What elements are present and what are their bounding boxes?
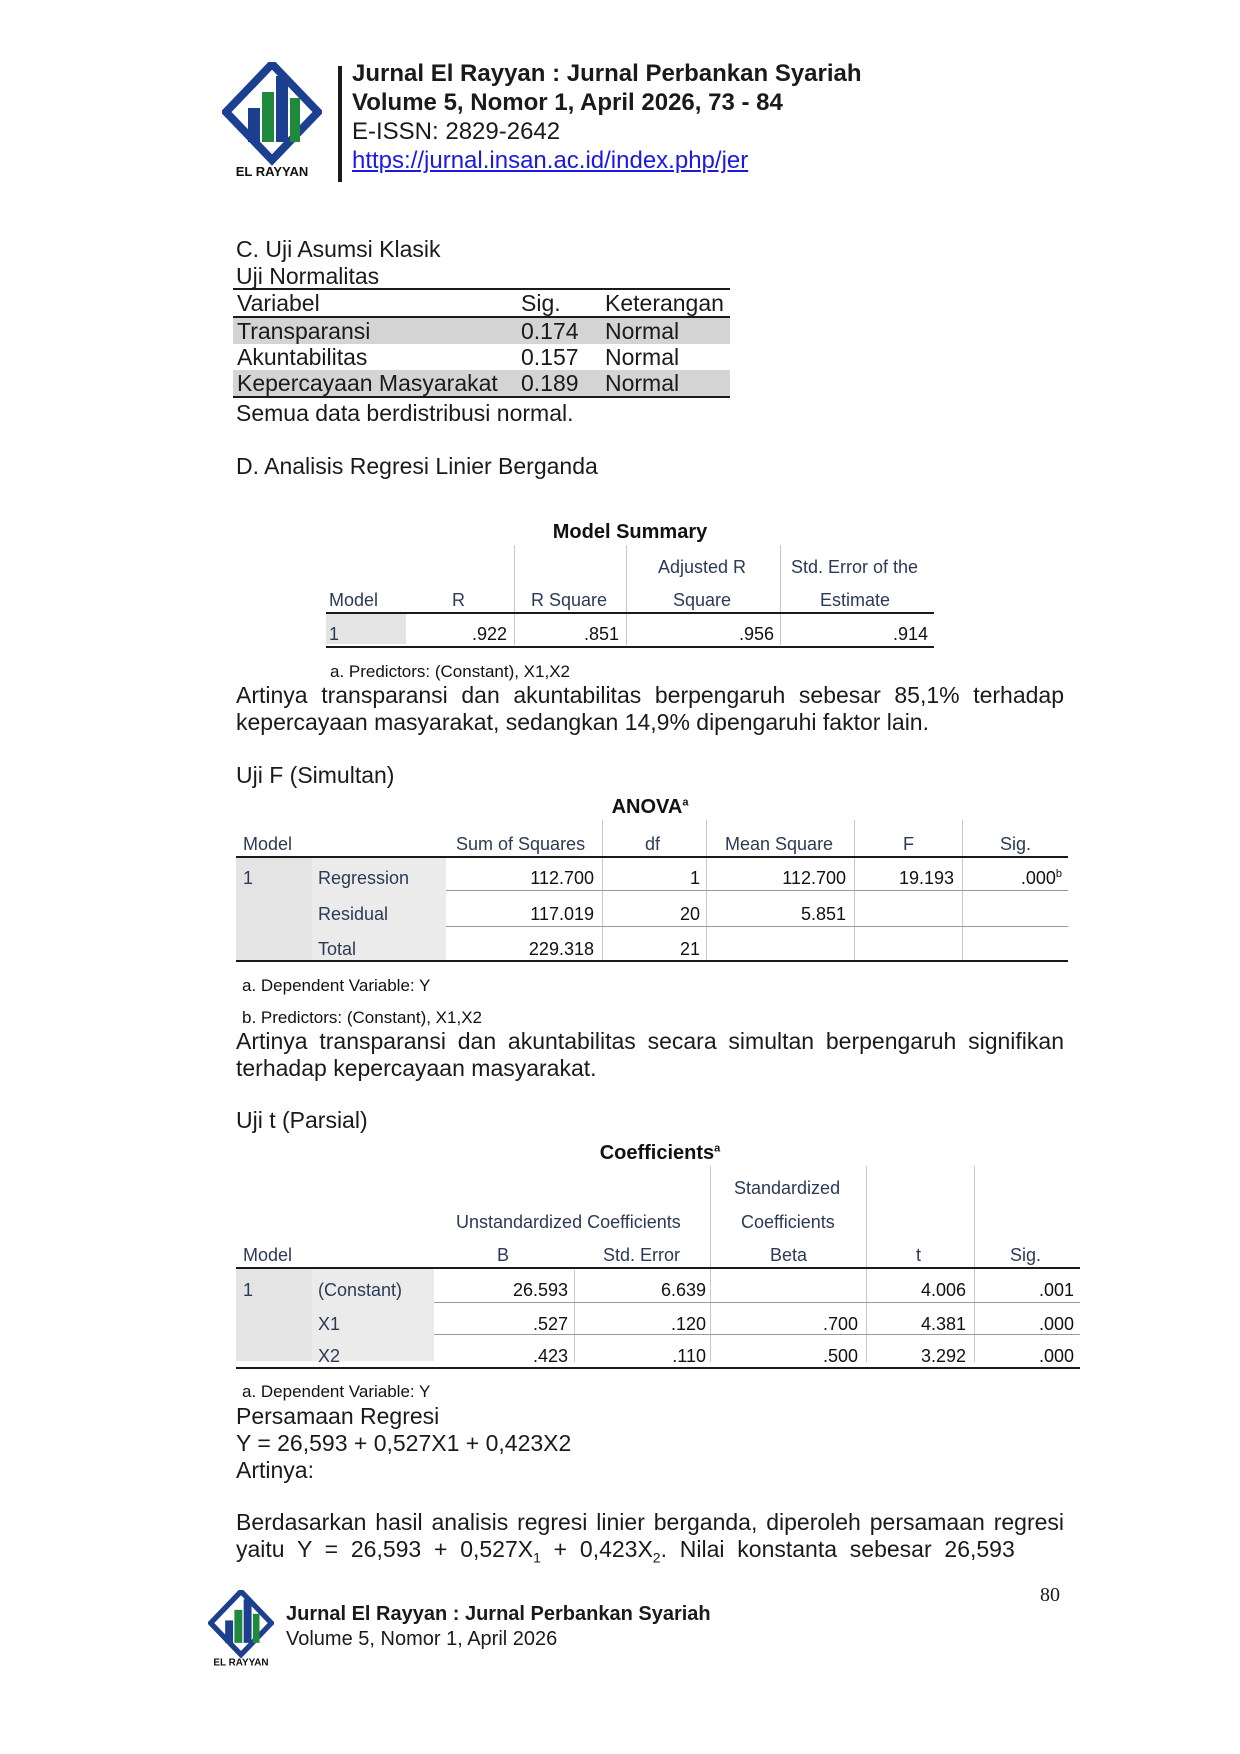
row-rule — [446, 890, 1068, 891]
subscript-2: 2 — [652, 1549, 661, 1566]
rule — [236, 960, 1068, 962]
row-label-x1: X1 — [318, 1314, 341, 1334]
cell-sig-sup: b — [1055, 868, 1062, 880]
cell-b: .423 — [532, 1346, 568, 1366]
cell-sig: 0.174 — [521, 318, 579, 344]
header-r: R — [452, 590, 465, 610]
coefficients-title-text: Coefficients — [599, 1142, 715, 1164]
header-std-err: Std. Error of the — [791, 557, 919, 577]
cell-ss: 112.700 — [530, 868, 594, 888]
header-adj-r-2: Square — [673, 590, 732, 610]
header-df: df — [645, 834, 661, 854]
header-adj-r: Adjusted R — [658, 557, 747, 577]
footer-logo-text: EL RAYYAN — [213, 1657, 269, 1668]
col-divider — [710, 1166, 711, 1362]
row-rule — [434, 1302, 1080, 1303]
model-summary-title: Model Summary — [552, 521, 708, 543]
cell-se: .120 — [670, 1314, 706, 1334]
line2-part-b: + 0,423X — [540, 1536, 653, 1562]
cell-keterangan: Normal — [605, 344, 680, 370]
cell-se: 6.639 — [660, 1280, 706, 1300]
equation-formula: Y = 26,593 + 0,527X1 + 0,423X2 — [236, 1430, 572, 1456]
header-b: B — [497, 1245, 510, 1265]
cell-sig: .001 — [1038, 1280, 1074, 1300]
cell-std-err: .914 — [892, 624, 928, 644]
cell-keterangan: Normal — [605, 370, 680, 396]
cell-b: 26.593 — [512, 1280, 568, 1300]
cell-b: .527 — [532, 1314, 568, 1334]
coefficients-title-sup: a — [714, 1142, 721, 1155]
header-divider — [338, 66, 342, 182]
journal-volume: Volume 5, Nomor 1, April 2026, 73 - 84 — [352, 89, 783, 116]
col-divider — [626, 545, 627, 645]
cell-model: 1 — [243, 868, 254, 888]
cell-sig: .000 — [1038, 1314, 1074, 1334]
subscript-1: 1 — [533, 1549, 541, 1566]
paragraph-conclusion-line1: Berdasarkan hasil analisis regresi linier berganda, diperoleh persamaan regresi — [236, 1509, 1064, 1535]
normality-header-row — [233, 289, 730, 317]
cell-t: 4.006 — [920, 1280, 966, 1300]
header-f: F — [903, 834, 914, 854]
journal-logo — [222, 62, 322, 180]
cell-sig — [1021, 868, 1062, 889]
header-model: Model — [243, 1245, 293, 1265]
header-unstandardized: Unstandardized Coefficients — [456, 1212, 681, 1232]
header-sig: Sig. — [1010, 1245, 1042, 1265]
cell-df: 1 — [689, 868, 700, 888]
page-number: 80 — [1040, 1584, 1060, 1606]
anova-footnote-b: b. Predictors: (Constant), X1,X2 — [242, 1008, 482, 1027]
uji-f-heading: Uji F (Simultan) — [236, 762, 395, 788]
row-label-constant: (Constant) — [318, 1280, 403, 1300]
header-ss: Sum of Squares — [456, 834, 586, 854]
row-label-total: Total — [318, 939, 357, 959]
header-beta: Beta — [770, 1245, 808, 1265]
col-divider — [780, 545, 781, 645]
cell-ms: 5.851 — [800, 904, 846, 924]
normality-note: Semua data berdistribusi normal. — [236, 400, 574, 426]
cell-model: 1 — [243, 1280, 254, 1300]
paragraph-uji-f: Artinya transparansi dan akuntabilitas secara simultan berpengaruh signifikan terhadap kepercayaan masyarakat. — [236, 1028, 1064, 1081]
cell-beta: .700 — [822, 1314, 858, 1334]
header-sig: Sig. — [1000, 834, 1032, 854]
col-divider — [574, 1270, 575, 1362]
anova-footnote-a: a. Dependent Variable: Y — [242, 976, 431, 995]
paragraph-conclusion-line2 — [236, 1536, 1064, 1572]
cell-keterangan: Normal — [605, 318, 680, 344]
coefficients-footnote: a. Dependent Variable: Y — [242, 1382, 431, 1401]
cell-se: .110 — [672, 1346, 706, 1366]
anova-title-sup: a — [682, 796, 689, 809]
equation-heading: Persamaan Regresi — [236, 1403, 440, 1429]
section-d-heading: D. Analisis Regresi Linier Berganda — [236, 453, 598, 479]
cell-sig: 0.157 — [521, 344, 579, 370]
footer-logo — [208, 1590, 274, 1668]
line2-part-a: yaitu Y = 26,593 + 0,527X — [236, 1536, 534, 1562]
col-divider — [866, 1166, 867, 1362]
cell-r: .922 — [471, 624, 507, 644]
cell-ss: 117.019 — [530, 904, 594, 924]
col-sig: Sig. — [521, 290, 561, 316]
cell-sig-value: .000 — [1020, 868, 1056, 888]
journal-url-link[interactable]: https://jurnal.insan.ac.id/index.php/jer — [352, 147, 749, 174]
cell-variabel: Akuntabilitas — [237, 344, 368, 370]
cell-ms: 112.700 — [782, 868, 846, 888]
row-label-regression: Regression — [318, 868, 410, 888]
header-standardized: Standardized — [734, 1178, 841, 1198]
cell-beta: .500 — [822, 1346, 858, 1366]
cell-model: 1 — [329, 624, 340, 644]
header-r-square: R Square — [531, 590, 608, 610]
footer-journal: Jurnal El Rayyan : Jurnal Perbankan Syariah — [286, 1603, 711, 1625]
table-row — [233, 344, 730, 370]
line2-part-c: . Nilai konstanta sebesar 26,593 — [660, 1536, 1015, 1562]
journal-issn: E-ISSN: 2829-2642 — [352, 118, 561, 145]
rule — [236, 1367, 1080, 1369]
rule — [326, 646, 934, 648]
cell-r-square: .851 — [583, 624, 619, 644]
journal-title: Jurnal El Rayyan : Jurnal Perbankan Syariah — [352, 60, 862, 87]
col-variabel: Variabel — [237, 290, 320, 316]
section-c-heading: C. Uji Asumsi Klasik — [236, 236, 441, 262]
anova-title — [560, 796, 740, 819]
cell-df: 20 — [679, 904, 700, 924]
cell-t: 4.381 — [920, 1314, 966, 1334]
uji-t-heading: Uji t (Parsial) — [236, 1107, 368, 1133]
table-row — [233, 370, 730, 397]
cell-f: 19.193 — [898, 868, 954, 888]
cell-variabel: Kepercayaan Masyarakat — [237, 370, 498, 396]
col-divider — [974, 1166, 975, 1362]
header-model: Model — [329, 590, 379, 610]
normality-table — [233, 288, 730, 398]
header-std-error: Std. Error — [603, 1245, 681, 1265]
footer-volume: Volume 5, Nomor 1, April 2026 — [286, 1628, 558, 1650]
header-standardized-2: Coefficients — [741, 1212, 835, 1232]
table-row — [233, 317, 730, 344]
normality-subheading: Uji Normalitas — [236, 263, 380, 289]
col-divider — [514, 545, 515, 645]
logo-text: EL RAYYAN — [235, 164, 309, 179]
coefficients-title — [560, 1142, 760, 1165]
cell-sig: .000 — [1038, 1346, 1074, 1366]
rule — [326, 612, 934, 614]
artinya-label: Artinya: — [236, 1457, 314, 1483]
row-rule — [446, 926, 1068, 927]
row-label-residual: Residual — [318, 904, 389, 924]
model-summary-footnote: a. Predictors: (Constant), X1,X2 — [330, 662, 570, 681]
header-ms: Mean Square — [725, 834, 834, 854]
cell-df: 21 — [679, 939, 700, 959]
cell-t: 3.292 — [920, 1346, 966, 1366]
header-t: t — [916, 1245, 922, 1265]
paragraph-r-square: Artinya transparansi dan akuntabilitas berpengaruh sebesar 85,1% terhadap kepercayaan masyarakat, sedangkan 14,9% dipengaruhi faktor lain. — [236, 682, 1064, 735]
cell-ss: 229.318 — [528, 939, 594, 959]
col-keterangan: Keterangan — [605, 290, 724, 316]
cell-variabel: Transparansi — [237, 318, 371, 344]
header-std-err-2: Estimate — [820, 590, 891, 610]
cell-adj-r: .956 — [738, 624, 774, 644]
cell-sig: 0.189 — [521, 370, 579, 396]
row-label-x2: X2 — [318, 1346, 341, 1366]
row-rule — [434, 1334, 1080, 1335]
anova-title-text: ANOVA — [611, 796, 683, 818]
header-model: Model — [243, 834, 293, 854]
